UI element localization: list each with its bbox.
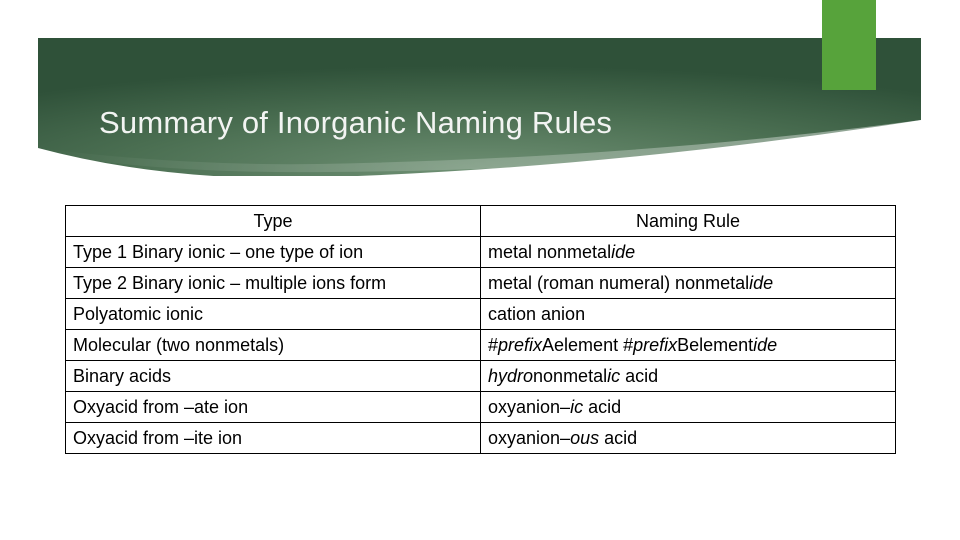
- rule-segment: metal (roman numeral) nonmetal: [488, 273, 750, 293]
- table-row: [66, 330, 896, 361]
- rule-segment: ide: [749, 273, 774, 293]
- rule-segment: metal nonmetal: [488, 242, 612, 262]
- table-row: [66, 299, 896, 330]
- type-cell: Polyatomic ionic: [66, 299, 481, 330]
- naming-rules-table: [65, 205, 896, 454]
- naming-rule-cell: [481, 237, 896, 268]
- naming-rule-cell: [481, 268, 896, 299]
- type-cell: Type 1 Binary ionic – one type of ion: [66, 237, 481, 268]
- type-cell: Oxyacid from –ate ion: [66, 392, 481, 423]
- naming-rule-cell: [481, 423, 896, 454]
- naming-rule-cell: [481, 330, 896, 361]
- header-naming-rule: Naming Rule: [481, 206, 896, 237]
- rule-segment: Aelement #: [542, 335, 634, 355]
- rule-segment: acid: [620, 366, 659, 386]
- table-row: [66, 392, 896, 423]
- slide-title: Summary of Inorganic Naming Rules: [99, 104, 613, 140]
- rule-segment: ic: [607, 366, 621, 386]
- rule-segment: ous: [570, 428, 600, 448]
- rule-segment: prefix: [498, 335, 543, 355]
- naming-rule-cell: [481, 361, 896, 392]
- rule-segment: hydro: [488, 366, 534, 386]
- type-cell: Oxyacid from –ite ion: [66, 423, 481, 454]
- accent-bar: [822, 0, 876, 90]
- rule-segment: prefix: [633, 335, 678, 355]
- rule-segment: ic: [570, 397, 584, 417]
- table-header-row: [66, 206, 896, 237]
- table-row: [66, 268, 896, 299]
- rule-segment: Belement: [677, 335, 754, 355]
- rule-segment: acid: [583, 397, 622, 417]
- table-row: [66, 423, 896, 454]
- rule-segment: ide: [611, 242, 636, 262]
- table-row: [66, 237, 896, 268]
- rule-segment: cation anion: [488, 304, 586, 324]
- rule-segment: oxyanion–: [488, 397, 571, 417]
- type-cell: Binary acids: [66, 361, 481, 392]
- rule-segment: #: [488, 335, 499, 355]
- rule-segment: oxyanion–: [488, 428, 571, 448]
- rule-segment: nonmetal: [533, 366, 608, 386]
- naming-rule-cell: [481, 299, 896, 330]
- type-cell: Molecular (two nonmetals): [66, 330, 481, 361]
- type-cell: Type 2 Binary ionic – multiple ions form: [66, 268, 481, 299]
- header-type: Type: [66, 206, 481, 237]
- table-row: [66, 361, 896, 392]
- naming-rule-cell: [481, 392, 896, 423]
- rule-segment: acid: [599, 428, 638, 448]
- rule-segment: ide: [753, 335, 778, 355]
